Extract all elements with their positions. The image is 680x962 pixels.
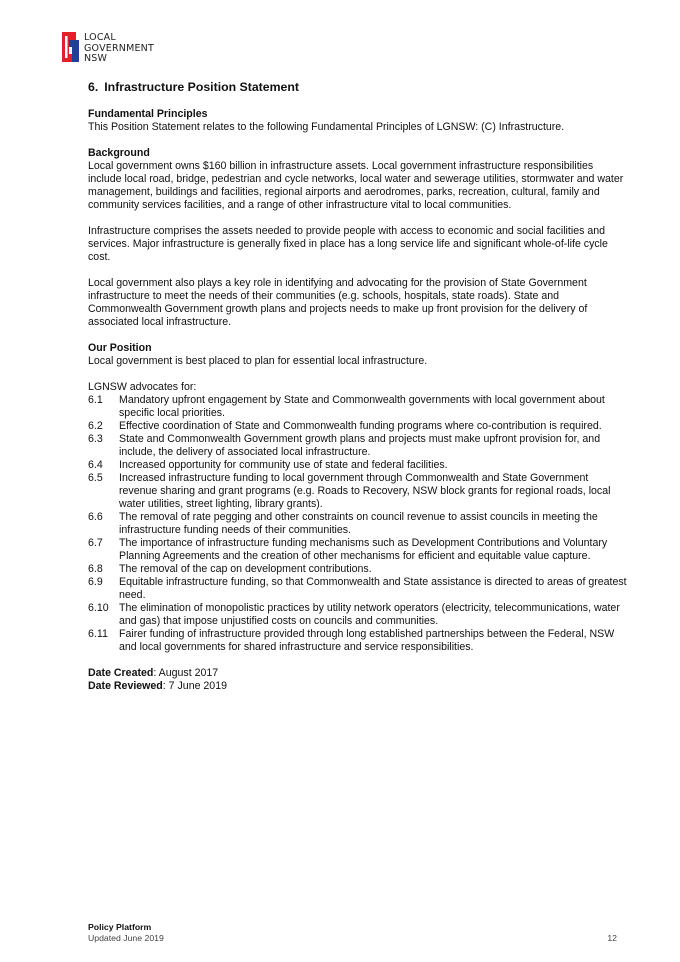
advocacy-item: [88, 394, 628, 420]
advocacy-item-number: 6.6: [88, 511, 103, 523]
advocacy-item-number: 6.5: [88, 472, 103, 484]
our-position-text: Local government is best placed to plan for essential local infrastructure.: [88, 355, 428, 367]
advocacy-item-number: 6.3: [88, 433, 103, 445]
document-body: [88, 80, 628, 693]
advocacy-item-text: The removal of rate pegging and other constraints on council revenue to assist councils in meeting the infrastructure funding needs of their communities.: [119, 511, 598, 536]
advocacy-item-text: State and Commonwealth Government growth plans and projects must make upfront provision for, and include, the delivery of associated local infrastructure.: [119, 433, 601, 458]
advocacy-item: [88, 511, 628, 537]
advocacy-item-text: Effective coordination of State and Commonwealth funding programs where co-contribution is required.: [119, 420, 602, 432]
lgnsw-g-icon: [58, 31, 80, 63]
background-heading: Background: [88, 147, 150, 159]
advocacy-item-text: Increased opportunity for community use of state and federal facilities.: [119, 459, 448, 471]
date-reviewed-value: : 7 June 2019: [162, 680, 227, 692]
logo-text: [84, 33, 154, 65]
advocacy-list: [88, 394, 628, 654]
page-number: 12: [607, 933, 617, 943]
advocacy-item-number: 6.7: [88, 537, 103, 549]
page-footer: [88, 922, 164, 943]
advocacy-item-number: 6.10: [88, 602, 109, 614]
background-paragraph-2: Infrastructure comprises the assets needed to provide people with access to economic and social facilities and services. Major infrastructure is generally fixed in place has a long service life and significant whole-of-life cycle cost.: [88, 225, 608, 263]
page-title: [88, 80, 628, 95]
advocacy-item: [88, 628, 628, 654]
footer-subtitle: Updated June 2019: [88, 932, 164, 943]
advocacy-item: [88, 563, 628, 576]
advocacy-item-text: The elimination of monopolistic practices by utility network operators (electricity, telecommunications, water and gas) that impose unjustified costs on councils and communities.: [119, 602, 620, 627]
lgnsw-logo: [58, 31, 198, 67]
advocacy-item: [88, 420, 628, 433]
our-position-section: [88, 342, 628, 654]
dates-block: [88, 667, 628, 693]
advocacy-item: [88, 537, 628, 563]
section-title: Infrastructure Position Statement: [104, 80, 299, 94]
fundamental-principles-text: This Position Statement relates to the following Fundamental Principles of LGNSW: (C) Infrastructure.: [88, 121, 565, 133]
advocates-intro: LGNSW advocates for:: [88, 381, 197, 393]
background-paragraph-3: Local government also plays a key role in identifying and advocating for the provision of State Government infrastructure to meet the needs of their communities (e.g. schools, hospitals, state roads). State and Commonwealth Government growth plans and projects needs to make up front provision for the delivery of associated local infrastructure.: [88, 277, 588, 328]
date-reviewed: [88, 680, 628, 693]
logo-line-1: LOCAL: [84, 32, 116, 43]
advocacy-item-text: Increased infrastructure funding to local government through Commonwealth and State Government revenue sharing and grant programs (e.g. Roads to Recovery, NSW block grants for regional roads, local water utilities, street lighting, library grants).: [119, 472, 611, 510]
advocacy-item-text: Mandatory upfront engagement by State and Commonwealth governments with local government about specific local priorities.: [119, 394, 605, 419]
background-paragraph-1: Local government owns $160 billion in infrastructure assets. Local government infrastructure responsibilities include local road, bridge, pedestrian and cycle networks, local water and sewerage utilities, stormwater and water management, buildings and facilities, regional airports and aerodromes, parks, recreation, cultural, family and community services facilities, and a range of other infrastructure vital to local communities.: [88, 160, 624, 211]
date-created-label: Date Created: [88, 667, 154, 679]
footer-title: Policy Platform: [88, 922, 152, 932]
date-created-value: : August 2017: [153, 667, 219, 679]
advocacy-item-number: 6.1: [88, 394, 103, 406]
advocacy-item: [88, 459, 628, 472]
fundamental-principles-heading: Fundamental Principles: [88, 108, 208, 120]
advocacy-item: [88, 472, 628, 511]
advocacy-item: [88, 576, 628, 602]
date-created: [88, 667, 628, 680]
section-number: 6.: [88, 80, 99, 94]
advocacy-item-text: Equitable infrastructure funding, so that Commonwealth and State assistance is directed to areas of greatest need.: [119, 576, 627, 601]
advocacy-item-number: 6.8: [88, 563, 103, 575]
advocacy-item-text: The importance of infrastructure funding mechanisms such as Development Contributions and Voluntary Planning Agreements and the creation of other mechanisms for efficient and equitable value capture.: [119, 537, 608, 562]
advocacy-item-number: 6.11: [88, 628, 108, 640]
advocacy-item-text: Fairer funding of infrastructure provided through long established partnerships between the Federal, NSW and local governments for shared infrastructure and service responsibilities.: [119, 628, 615, 653]
fundamental-principles-section: [88, 108, 628, 134]
date-reviewed-label: Date Reviewed: [88, 680, 163, 692]
background-section: [88, 147, 628, 329]
advocacy-item-number: 6.4: [88, 459, 103, 471]
advocacy-item-number: 6.2: [88, 420, 103, 432]
advocacy-item: [88, 433, 628, 459]
logo-line-3: NSW: [84, 53, 108, 64]
advocacy-item: [88, 602, 628, 628]
logo-line-2: GOVERNMENT: [84, 42, 154, 54]
advocacy-item-text: The removal of the cap on development contributions.: [119, 563, 372, 575]
advocacy-item-number: 6.9: [88, 576, 103, 588]
our-position-heading: Our Position: [88, 342, 152, 354]
